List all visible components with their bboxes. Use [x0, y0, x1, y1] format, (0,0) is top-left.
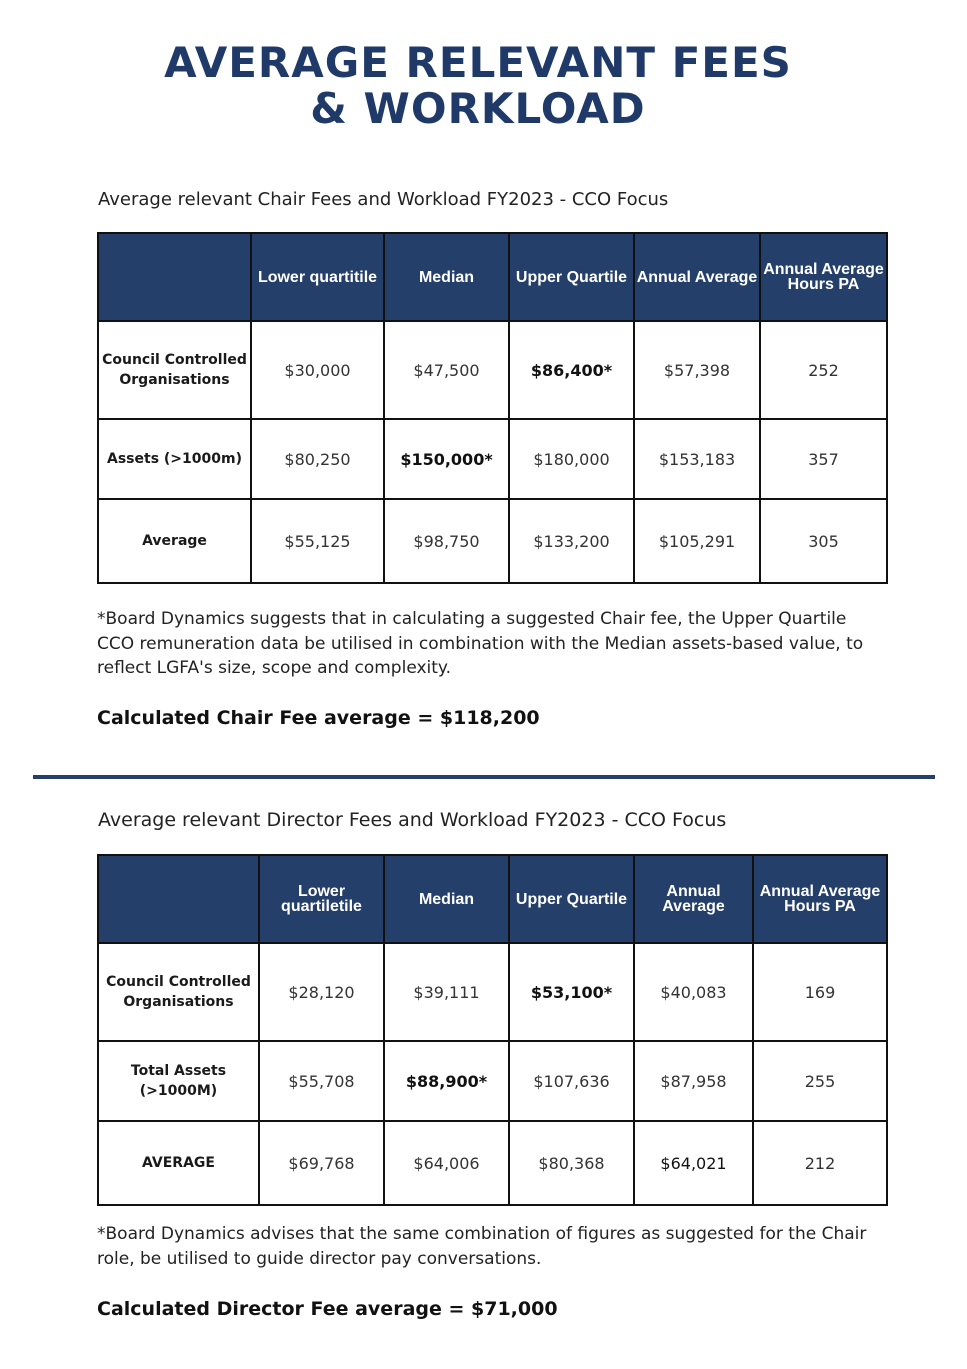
- table-header-row: [98, 855, 887, 943]
- director-fees-table: [97, 854, 888, 1206]
- table-cell: $57,398: [634, 321, 760, 419]
- table-cell: $180,000: [509, 419, 634, 499]
- page-title-line-2: & WORKLOAD: [310, 84, 646, 133]
- table-cell: $98,750: [384, 499, 509, 583]
- table-cell: $30,000: [251, 321, 384, 419]
- table-cell: 255: [753, 1041, 887, 1121]
- table-cell: $153,183: [634, 419, 760, 499]
- row-label: AVERAGE: [98, 1121, 259, 1205]
- header-cell: Upper Quartile: [509, 233, 634, 321]
- table-cell: 305: [760, 499, 887, 583]
- table-cell: $28,120: [259, 943, 384, 1041]
- table-cell: $64,006: [384, 1121, 509, 1205]
- table-cell: $133,200: [509, 499, 634, 583]
- table-row: [98, 419, 887, 499]
- director-calculated-fee: Calculated Director Fee average = $71,000: [97, 1298, 558, 1320]
- table-cell-highlighted: $150,000*: [384, 419, 509, 499]
- table-cell-highlighted: $86,400*: [509, 321, 634, 419]
- table-cell: $40,083: [634, 943, 753, 1041]
- table-cell: $107,636: [509, 1041, 634, 1121]
- table-cell: $39,111: [384, 943, 509, 1041]
- table-row: [98, 1041, 887, 1121]
- row-label: Assets (>1000m): [98, 419, 251, 499]
- section-divider: [33, 775, 935, 779]
- table-cell: 212: [753, 1121, 887, 1205]
- table-cell: $80,250: [251, 419, 384, 499]
- chair-calculated-fee: Calculated Chair Fee average = $118,200: [97, 707, 540, 729]
- page-title: [0, 40, 956, 132]
- row-label: Council Controlled Organisations: [98, 321, 251, 419]
- chair-fees-table: [97, 232, 888, 584]
- table-cell: 169: [753, 943, 887, 1041]
- table-cell: 252: [760, 321, 887, 419]
- header-cell: [98, 233, 251, 321]
- header-cell: Annual Average: [634, 233, 760, 321]
- director-table-heading: Average relevant Director Fees and Workload FY2023 - CCO Focus: [98, 809, 727, 831]
- row-label: Total Assets (>1000M): [98, 1041, 259, 1121]
- table-cell: $87,958: [634, 1041, 753, 1121]
- page-title-line-1: AVERAGE RELEVANT FEES: [164, 38, 792, 87]
- table-row: [98, 943, 887, 1041]
- chair-footnote: *Board Dynamics suggests that in calculating a suggested Chair fee, the Upper Quartile CCO remuneration data be utilised in combination with the Median assets-based value, to reflect LGFA's size, scope and complexity.: [97, 609, 864, 678]
- header-cell: Lower quartiletile: [259, 855, 384, 943]
- table-header-row: [98, 233, 887, 321]
- row-label: Council Controlled Organisations: [98, 943, 259, 1041]
- table-cell: $55,125: [251, 499, 384, 583]
- table-row: [98, 1121, 887, 1205]
- row-label: Average: [98, 499, 251, 583]
- table-cell: $47,500: [384, 321, 509, 419]
- header-cell: Lower quartitile: [251, 233, 384, 321]
- table-cell: $64,021: [634, 1121, 753, 1205]
- header-cell: Annual Average Hours PA: [760, 233, 887, 321]
- table-cell: $105,291: [634, 499, 760, 583]
- header-cell: Upper Quartile: [509, 855, 634, 943]
- table-cell: $69,768: [259, 1121, 384, 1205]
- header-cell: Annual Average: [634, 855, 753, 943]
- table-cell: 357: [760, 419, 887, 499]
- table-cell: $80,368: [509, 1121, 634, 1205]
- header-cell: Median: [384, 855, 509, 943]
- header-cell: [98, 855, 259, 943]
- table-row: [98, 321, 887, 419]
- header-cell: Annual Average Hours PA: [753, 855, 887, 943]
- table-row: [98, 499, 887, 583]
- table-cell-highlighted: $88,900*: [384, 1041, 509, 1121]
- director-footnote: *Board Dynamics advises that the same combination of figures as suggested for the Chair role, be utilised to guide director pay conversations.: [97, 1224, 867, 1269]
- table-cell: $55,708: [259, 1041, 384, 1121]
- table-cell-highlighted: $53,100*: [509, 943, 634, 1041]
- header-cell: Median: [384, 233, 509, 321]
- chair-table-heading: Average relevant Chair Fees and Workload FY2023 - CCO Focus: [98, 189, 669, 210]
